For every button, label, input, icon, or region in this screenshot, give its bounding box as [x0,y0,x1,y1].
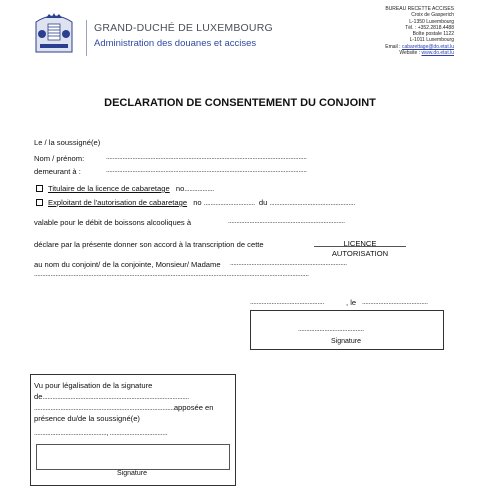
legalisation-place-date-field[interactable]: ............................................, ................................... [34,430,168,437]
legalisation-line2: de......................................................................................... [34,392,189,401]
coat-of-arms-logo [32,12,76,56]
administration-name: Administration des douanes et accises [94,38,257,49]
legalisation-name-field-continued[interactable]: ..................................................................................... [34,405,174,412]
document-title: DECLARATION DE CONSENTEMENT DU CONJOINT [104,97,376,109]
option-licence-label: Titulaire de la licence de cabaretage [48,184,170,193]
address-line: Boîte postale 1122 [412,31,454,38]
option-autorisation [36,198,355,207]
conjoint-name-field-continued[interactable]: ....................................................................................................................................................................... [34,271,309,278]
valable-label: valable pour le débit de boissons alcooliques à [34,218,192,227]
conjoint-name-field[interactable]: ....................................................................... [230,260,347,267]
legalisation-signature-label: Signature [117,470,147,477]
declare-label: déclare par la présente donner son accord à la transcription de cette [34,240,264,249]
signature-date-field[interactable]: ........................................ [362,299,428,306]
legalisation-line3: .....................................................................................apposée en [34,403,214,412]
legalisation-name-field[interactable]: ......................................................................................... [42,394,189,401]
autorisation-number-field[interactable]: ............................... [203,200,255,207]
option-autorisation-suffix: no [193,198,202,207]
address-line: BUREAU RECETTE ACCISES [385,6,454,12]
address-line: L-1011 Luxembourg [409,37,454,44]
legalisation-line4: présence du/de la soussigné(e) [34,414,140,423]
option-autorisation-label: Exploitant de l'autorisation de cabaretage [48,198,188,207]
address-field[interactable]: .......................................................................................................................... [106,167,307,174]
address-block [385,6,454,56]
email-line: Email : cabarettage@do.etat.lu [385,43,454,50]
email-link[interactable]: cabarettage@do.etat.lu [401,43,454,50]
signature-label: Signature [331,338,361,345]
intro-text: Le / la soussigné(e) [34,138,101,147]
le-label: , le [346,298,357,307]
address-line: Croix de Gasperich [411,12,454,19]
du-label: du [258,198,268,207]
conjoint-label: au nom du conjoint/ de la conjointe, Monsieur/ Madame [34,260,221,269]
place-field[interactable]: ............................................. [250,299,325,306]
licence-checkbox[interactable] [36,185,43,192]
legalisation-signature-box[interactable] [36,444,230,470]
address-line: L-1350 Luxembourg [409,18,454,25]
name-label: Nom / prénom: [34,154,85,163]
address-label: demeurant à : [34,167,81,176]
licence-choice[interactable]: LICENCE [343,239,377,248]
government-name: GRAND-DUCHÉ DE LUXEMBOURG [94,22,273,34]
location-field[interactable]: ....................................................................... [228,218,345,225]
signature-dotted-line: ........................................ [298,326,364,333]
autorisation-choice[interactable]: AUTORISATION [331,249,389,258]
option-licence [36,184,214,193]
address-line: Tél. : +352.2818.4488 [405,24,454,31]
option-licence-suffix: no [175,184,185,193]
header-divider [86,20,87,56]
name-field[interactable]: .......................................................................................................................... [106,154,307,161]
website-line: Website : www.do.etat.lu [399,50,454,57]
licence-number-field[interactable]: .................. [184,186,214,193]
website-link[interactable]: www.do.etat.lu [421,50,454,57]
date-field[interactable]: .................................................... [269,200,356,207]
legalisation-line1: Vu pour légalisation de la signature [34,381,153,390]
autorisation-checkbox[interactable] [36,199,43,206]
